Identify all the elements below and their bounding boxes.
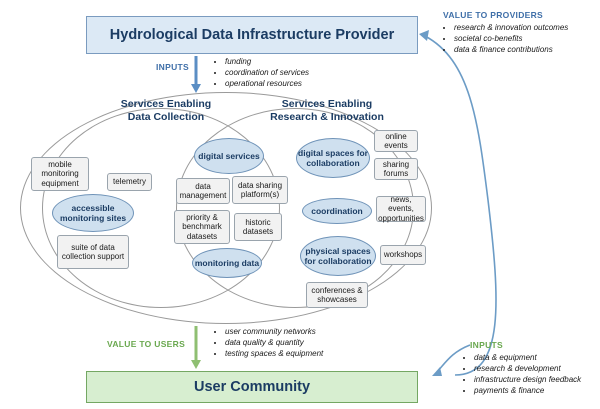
- inputs-bottom-item: • payments & finance: [474, 385, 600, 396]
- inputs-top-item: • operational resources: [225, 78, 374, 89]
- node-accessible-monitoring-sites: accessible monitoring sites: [52, 194, 134, 232]
- inputs-top-item: • funding: [225, 56, 374, 67]
- left-circle-title-line1: Services Enabling: [120, 98, 212, 110]
- node-digital-services: digital services: [194, 138, 264, 174]
- right-circle-title: [252, 98, 402, 124]
- node-mobile-monitoring-equipment: mobile monitoring equipment: [31, 157, 89, 191]
- inputs-bottom-item: • infrastructure design feedback: [474, 374, 600, 385]
- inputs-bottom-list: [463, 352, 600, 396]
- left-circle-title: [96, 98, 236, 124]
- right-circle-title-line1: Services Enabling: [281, 98, 373, 110]
- inputs-top-list: [214, 56, 374, 89]
- value-to-providers-item: • data & finance contributions: [454, 44, 598, 55]
- value-to-providers-label: VALUE TO PROVIDERS: [443, 10, 544, 20]
- value-to-users-label: VALUE TO USERS: [107, 339, 186, 349]
- node-conferences-showcases: conferences & showcases: [306, 282, 368, 308]
- value-to-users-item: • data quality & quantity: [225, 337, 384, 348]
- inputs-bottom-item: • data & equipment: [474, 352, 600, 363]
- value-to-users-item: • user community networks: [225, 326, 384, 337]
- inputs-top-item: • coordination of services: [225, 67, 374, 78]
- user-community-title: User Community: [193, 379, 311, 395]
- node-workshops: workshops: [380, 245, 426, 265]
- node-physical-spaces-for-collaboration: physical spaces for collaboration: [300, 236, 376, 276]
- right-circle-title-line2: Research & Innovation: [270, 111, 384, 123]
- provider-title: Hydrological Data Infrastructure Provider: [109, 27, 395, 43]
- inputs-bottom-label: INPUTS: [470, 340, 503, 350]
- node-news-events-opportunities: news, events, opportunities: [376, 196, 426, 222]
- value-to-providers-list: [443, 22, 598, 55]
- provider-box: [86, 16, 418, 54]
- value-to-users-list: [214, 326, 384, 359]
- node-sharing-forums: sharing forums: [374, 158, 418, 180]
- user-community-box: [86, 371, 418, 403]
- inputs-top-label-styled: INPUTS: [156, 62, 189, 72]
- node-suite-of-data-collection-support: suite of data collection support: [57, 235, 129, 269]
- node-data-sharing-platforms: data sharing platform(s): [232, 176, 288, 204]
- node-data-management: data management: [176, 178, 230, 204]
- node-monitoring-data: monitoring data: [192, 248, 262, 278]
- node-coordination: coordination: [302, 198, 372, 224]
- node-online-events: online events: [374, 130, 418, 152]
- node-historic-datasets: historic datasets: [234, 213, 282, 241]
- node-priority-benchmark-datasets: priority & benchmark datasets: [174, 210, 230, 244]
- value-to-providers-item: • societal co-benefits: [454, 33, 598, 44]
- left-circle-title-line2: Data Collection: [127, 111, 205, 123]
- value-to-providers-item: • research & innovation outcomes: [454, 22, 598, 33]
- node-telemetry: telemetry: [107, 173, 152, 191]
- inputs-bottom-item: • research & development: [474, 363, 600, 374]
- node-digital-spaces-for-collaboration: digital spaces for collaboration: [296, 138, 370, 178]
- value-to-users-item: • testing spaces & equipment: [225, 348, 384, 359]
